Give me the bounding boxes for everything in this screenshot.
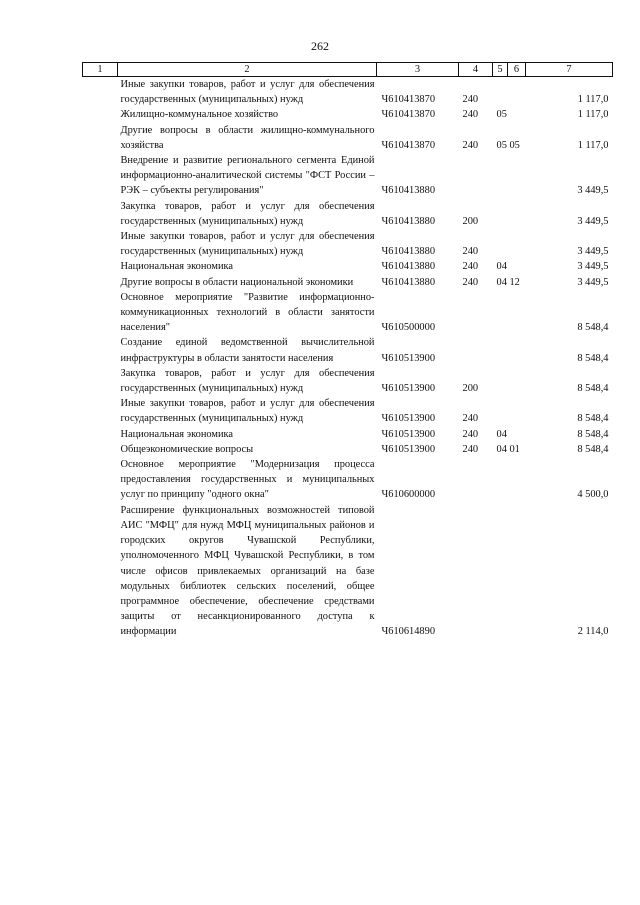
section-subsection: 04 12 [496, 276, 520, 288]
row-number-cell [83, 396, 118, 426]
column-header: 6 [508, 63, 526, 77]
item-name: Закупка товаров, работ и услуг для обеспечения государственных (муниципальных) нужд [120, 367, 375, 395]
row-number-cell [83, 153, 118, 199]
target-code: Ч610413870 [381, 94, 436, 106]
column-header: 7 [526, 63, 613, 77]
section-subsection [493, 199, 526, 229]
amount: 1 117,0 [577, 94, 609, 106]
section-subsection [493, 396, 526, 426]
page-number: 262 [311, 39, 329, 53]
row-number-cell [83, 229, 118, 259]
expense-type: 240 [462, 428, 479, 440]
row-number-cell [83, 457, 118, 503]
section-subsection [493, 335, 526, 365]
item-name: Другие вопросы в области жилищно-коммунального хозяйства [120, 124, 375, 151]
expense-type: 240 [462, 276, 479, 288]
table-row [83, 259, 613, 274]
table-body [83, 77, 613, 640]
amount: 3 449,5 [577, 215, 609, 227]
expense-type [459, 503, 493, 640]
amount: 8 548,4 [577, 322, 609, 334]
target-code: Ч610513900 [381, 383, 436, 395]
section-subsection: 05 05 [496, 139, 520, 151]
section-subsection: 04 01 [496, 443, 520, 455]
target-code: Ч610413880 [381, 261, 436, 273]
item-name: Иные закупки товаров, работ и услуг для обеспечения государственных (муниципальных) нужд [120, 398, 375, 425]
expense-type [459, 335, 493, 365]
item-name: Национальная экономика [120, 261, 234, 273]
section-subsection [493, 503, 526, 640]
target-code: Ч610413880 [381, 246, 436, 258]
target-code: Ч610413870 [381, 109, 436, 121]
expense-type: 200 [462, 383, 479, 395]
target-code: Ч610413880 [381, 276, 436, 288]
amount: 8 548,4 [577, 428, 609, 440]
expense-type: 200 [462, 215, 479, 227]
item-name: Национальная экономика [120, 428, 234, 440]
column-header: 4 [459, 63, 493, 77]
amount: 8 548,4 [577, 383, 609, 395]
expense-type [459, 290, 493, 336]
target-code: Ч610513900 [381, 443, 436, 455]
section-subsection: 04 [496, 428, 507, 440]
section-subsection [493, 366, 526, 396]
budget-table [82, 62, 613, 640]
amount: 8 548,4 [577, 352, 609, 364]
amount: 3 449,5 [577, 276, 609, 288]
table-row [83, 366, 613, 396]
section-subsection [493, 229, 526, 259]
section-subsection [493, 77, 526, 108]
table-row [83, 427, 613, 442]
target-code: Ч610513900 [381, 428, 436, 440]
section-subsection [493, 457, 526, 503]
item-name: Другие вопросы в области национальной экономики [120, 276, 354, 288]
item-name: Закупка товаров, работ и услуг для обеспечения государственных (муниципальных) нужд [120, 200, 375, 227]
amount: 3 449,5 [577, 261, 609, 273]
section-subsection: 04 [496, 261, 507, 273]
row-number-cell [83, 275, 118, 290]
row-number-cell [83, 442, 118, 457]
amount: 3 449,5 [577, 185, 609, 197]
table-row [83, 503, 613, 640]
expense-type [459, 153, 493, 199]
expense-type: 240 [462, 94, 479, 106]
target-code: Ч610413870 [381, 139, 436, 151]
table-row [83, 107, 613, 122]
target-code: Ч610413880 [381, 185, 436, 197]
amount: 8 548,4 [577, 413, 609, 425]
table-row [83, 77, 613, 108]
target-code: Ч610413880 [381, 215, 436, 227]
expense-type: 240 [462, 413, 479, 425]
item-name: Иные закупки товаров, работ и услуг для обеспечения государственных (муниципальных) нужд [120, 231, 375, 258]
section-subsection [493, 153, 526, 199]
item-name: Внедрение и развитие регионального сегмента Единой информационно-аналитической системы "ФСТ России – РЭК – субъекты регулирования" [120, 155, 375, 197]
item-name: Жилищно-коммунальное хозяйство [120, 109, 279, 121]
row-number-cell [83, 123, 118, 153]
item-name: Иные закупки товаров, работ и услуг для обеспечения государственных (муниципальных) нужд [120, 79, 375, 106]
target-code: Ч610513900 [381, 413, 436, 425]
table-row [83, 290, 613, 336]
table-row [83, 457, 613, 503]
amount: 1 117,0 [577, 109, 609, 121]
expense-type: 240 [462, 261, 479, 273]
item-name: Основное мероприятие "Развитие информационно-коммуникационных технологий в области занятости населения" [120, 291, 375, 334]
amount: 8 548,4 [577, 443, 609, 455]
table-row [83, 153, 613, 199]
item-name: Основное мероприятие "Модернизация процесса предоставления государственных и муниципальных услуг по принципу "одного окна" [120, 459, 375, 501]
row-number-cell [83, 77, 118, 108]
table-row [83, 442, 613, 457]
column-header: 5 [493, 63, 508, 77]
row-number-cell [83, 335, 118, 365]
row-number-cell [83, 107, 118, 122]
table-header [83, 63, 613, 77]
row-number-cell [83, 199, 118, 229]
item-name: Общеэкономические вопросы [120, 443, 254, 455]
expense-type: 240 [462, 109, 479, 121]
target-code: Ч610500000 [381, 322, 436, 334]
table-row [83, 199, 613, 229]
table-row [83, 335, 613, 365]
item-name: Расширение функциональных возможностей типовой АИС "МФЦ" для нужд МФЦ муниципальных районов и городских округов Чувашской Республики, уполномоченного МФЦ Чувашской Республики, в том числе офисов привлекаемых организаций на базе модульных библиотек сельских поселений, общее программное обеспечение, обеспечение средствами защиты от несанкционированного доступа к информации [120, 504, 375, 638]
column-header: 3 [377, 63, 459, 77]
amount: 2 114,0 [577, 626, 609, 638]
column-header: 1 [83, 63, 118, 77]
row-number-cell [83, 290, 118, 336]
row-number-cell [83, 503, 118, 640]
row-number-cell [83, 259, 118, 274]
section-subsection [493, 290, 526, 336]
column-header: 2 [118, 63, 377, 77]
expense-type: 240 [462, 139, 479, 151]
target-code: Ч610513900 [381, 352, 436, 364]
table-row [83, 123, 613, 153]
amount: 1 117,0 [577, 139, 609, 151]
row-number-cell [83, 427, 118, 442]
target-code: Ч610614890 [381, 626, 436, 638]
expense-type: 240 [462, 246, 479, 258]
expense-type: 240 [462, 443, 479, 455]
target-code: Ч610600000 [381, 489, 436, 501]
table-row [83, 396, 613, 426]
table-row [83, 229, 613, 259]
amount: 4 500,0 [577, 489, 609, 501]
header-row [83, 63, 613, 77]
item-name: Создание единой ведомственной вычислительной инфраструктуры в области занятости населения [120, 337, 375, 364]
row-number-cell [83, 366, 118, 396]
expense-type [459, 457, 493, 503]
amount: 3 449,5 [577, 246, 609, 258]
section-subsection: 05 [496, 109, 507, 121]
table-row [83, 275, 613, 290]
